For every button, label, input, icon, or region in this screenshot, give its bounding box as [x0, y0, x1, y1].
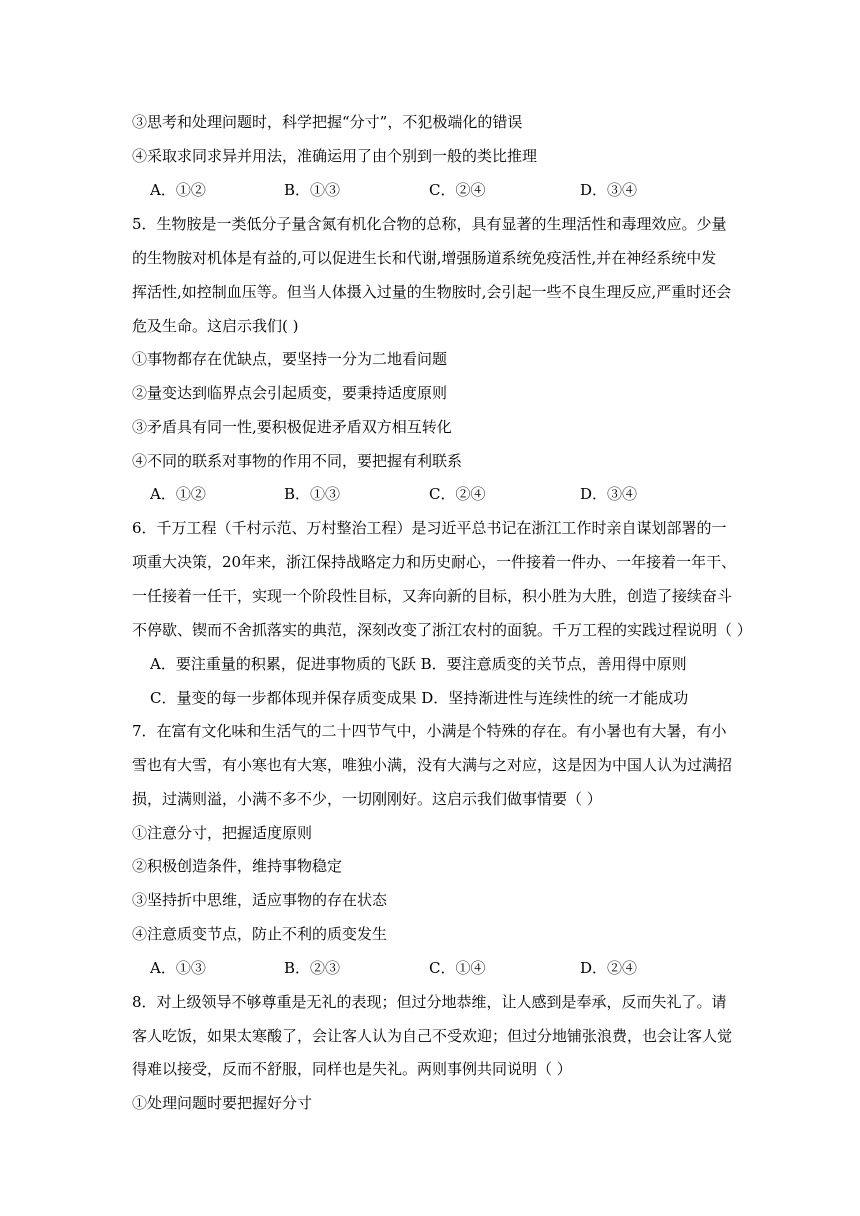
q7-option-b: B．②③ [284, 959, 341, 977]
q5-stem-line-1: 5．生物胺是一类低分子量含氮有机化合物的总称，具有显著的生理活性和毒理效应。少量 [132, 215, 727, 233]
q4-statement-3: ③思考和处理问题时，科学把握“分寸”，不犯极端化的错误 [132, 113, 523, 131]
q8-stem-line-1: 8．对上级领导不够尊重是无礼的表现；但过分地恭维，让人感到是奉承，反而失礼了。请 [132, 993, 727, 1011]
q7-statement-4: ④注意质变节点，防止不利的质变发生 [132, 925, 388, 943]
q6-stem-line-3: 一任接着一任干，实现一个阶段性目标，又奔向新的目标，积小胜为大胜，创造了接续奋斗 [132, 587, 733, 605]
q8-stem-line-2: 客人吃饭，如果太寒酸了，会让客人认为自己不受欢迎；但过分地铺张浪费，也会让客人觉 [132, 1027, 733, 1045]
q6-stem-line-1: 6．千万工程（千村示范、万村整治工程）是习近平总书记在浙江工作时亲自谋划部署的一 [132, 519, 727, 537]
q5-stem-line-4: 危及生命。这启示我们( ) [132, 317, 299, 335]
q5-statement-2: ②量变达到临界点会引起质变，要秉持适度原则 [132, 384, 448, 402]
q4-option-b: B．①③ [284, 181, 341, 199]
q5-option-c: C．②④ [429, 485, 486, 503]
q8-stem-line-3: 得难以接受，反而不舒服，同样也是失礼。两则事例共同说明（ ） [132, 1060, 572, 1078]
q7-statement-2: ②积极创造条件，维持事物稳定 [132, 857, 343, 875]
q6-options-ab: A．要注重量的积累，促进事物质的飞跃 B．要注意质变的关节点，善用得中原则 [150, 655, 687, 673]
q6-stem-line-2: 项重大决策，20年来，浙江保持战略定力和历史耐心，一件接着一件办、一年接着一年干、 [132, 553, 737, 571]
q5-stem-line-3: 挥活性,如控制血压等。但当人体摄入过量的生物胺时,会引起一些不良生理反应,严重时还会 [132, 283, 732, 301]
q7-statement-3: ③坚持折中思维，适应事物的存在状态 [132, 891, 388, 909]
q5-statement-4: ④不同的联系对事物的作用不同，要把握有利联系 [132, 452, 463, 470]
q7-option-d: D．②④ [580, 959, 638, 977]
q6-stem-line-4: 不停歇、锲而不舍抓落实的典范，深刻改变了浙江农村的面貌。千万工程的实践过程说明（ ） [132, 621, 752, 639]
q7-stem-line-1: 7．在富有文化味和生活气的二十四节气中，小满是个特殊的存在。有小暑也有大暑，有小 [132, 722, 727, 740]
q7-option-a: A．①③ [150, 959, 206, 977]
q8-statement-1: ①处理问题时要把握好分寸 [132, 1094, 313, 1112]
q5-option-b: B．①③ [284, 485, 341, 503]
q5-option-d: D．③④ [580, 485, 638, 503]
q4-statement-4: ④采取求同求异并用法，准确运用了由个别到一般的类比推理 [132, 147, 538, 165]
q5-stem-line-2: 的生物胺对机体是有益的,可以促进生长和代谢,增强肠道系统免疫活性,并在神经系统中发 [132, 249, 717, 267]
q7-option-c: C．①④ [429, 959, 486, 977]
q5-statement-3: ③矛盾具有同一性,要积极促进矛盾双方相互转化 [132, 418, 452, 436]
q7-statement-1: ①注意分寸，把握适度原则 [132, 824, 313, 842]
q6-options-cd: C．量变的每一步都体现并保存质变成果 D．坚持渐进性与连续性的统一才能成功 [150, 689, 689, 707]
q7-stem-line-2: 雪也有大雪，有小寒也有大寒，唯独小满，没有大满与之对应，这是因为中国人认为过满招 [132, 756, 733, 774]
q4-option-d: D．③④ [580, 181, 638, 199]
q4-option-c: C．②④ [429, 181, 486, 199]
q5-option-a: A．①② [150, 485, 206, 503]
q5-statement-1: ①事物都存在优缺点，要坚持一分为二地看问题 [132, 350, 448, 368]
q4-option-a: A．①② [150, 181, 206, 199]
q7-stem-line-3: 损，过满则溢，小满不多不少，一切刚刚好。这启示我们做事情要（ ） [132, 790, 602, 808]
